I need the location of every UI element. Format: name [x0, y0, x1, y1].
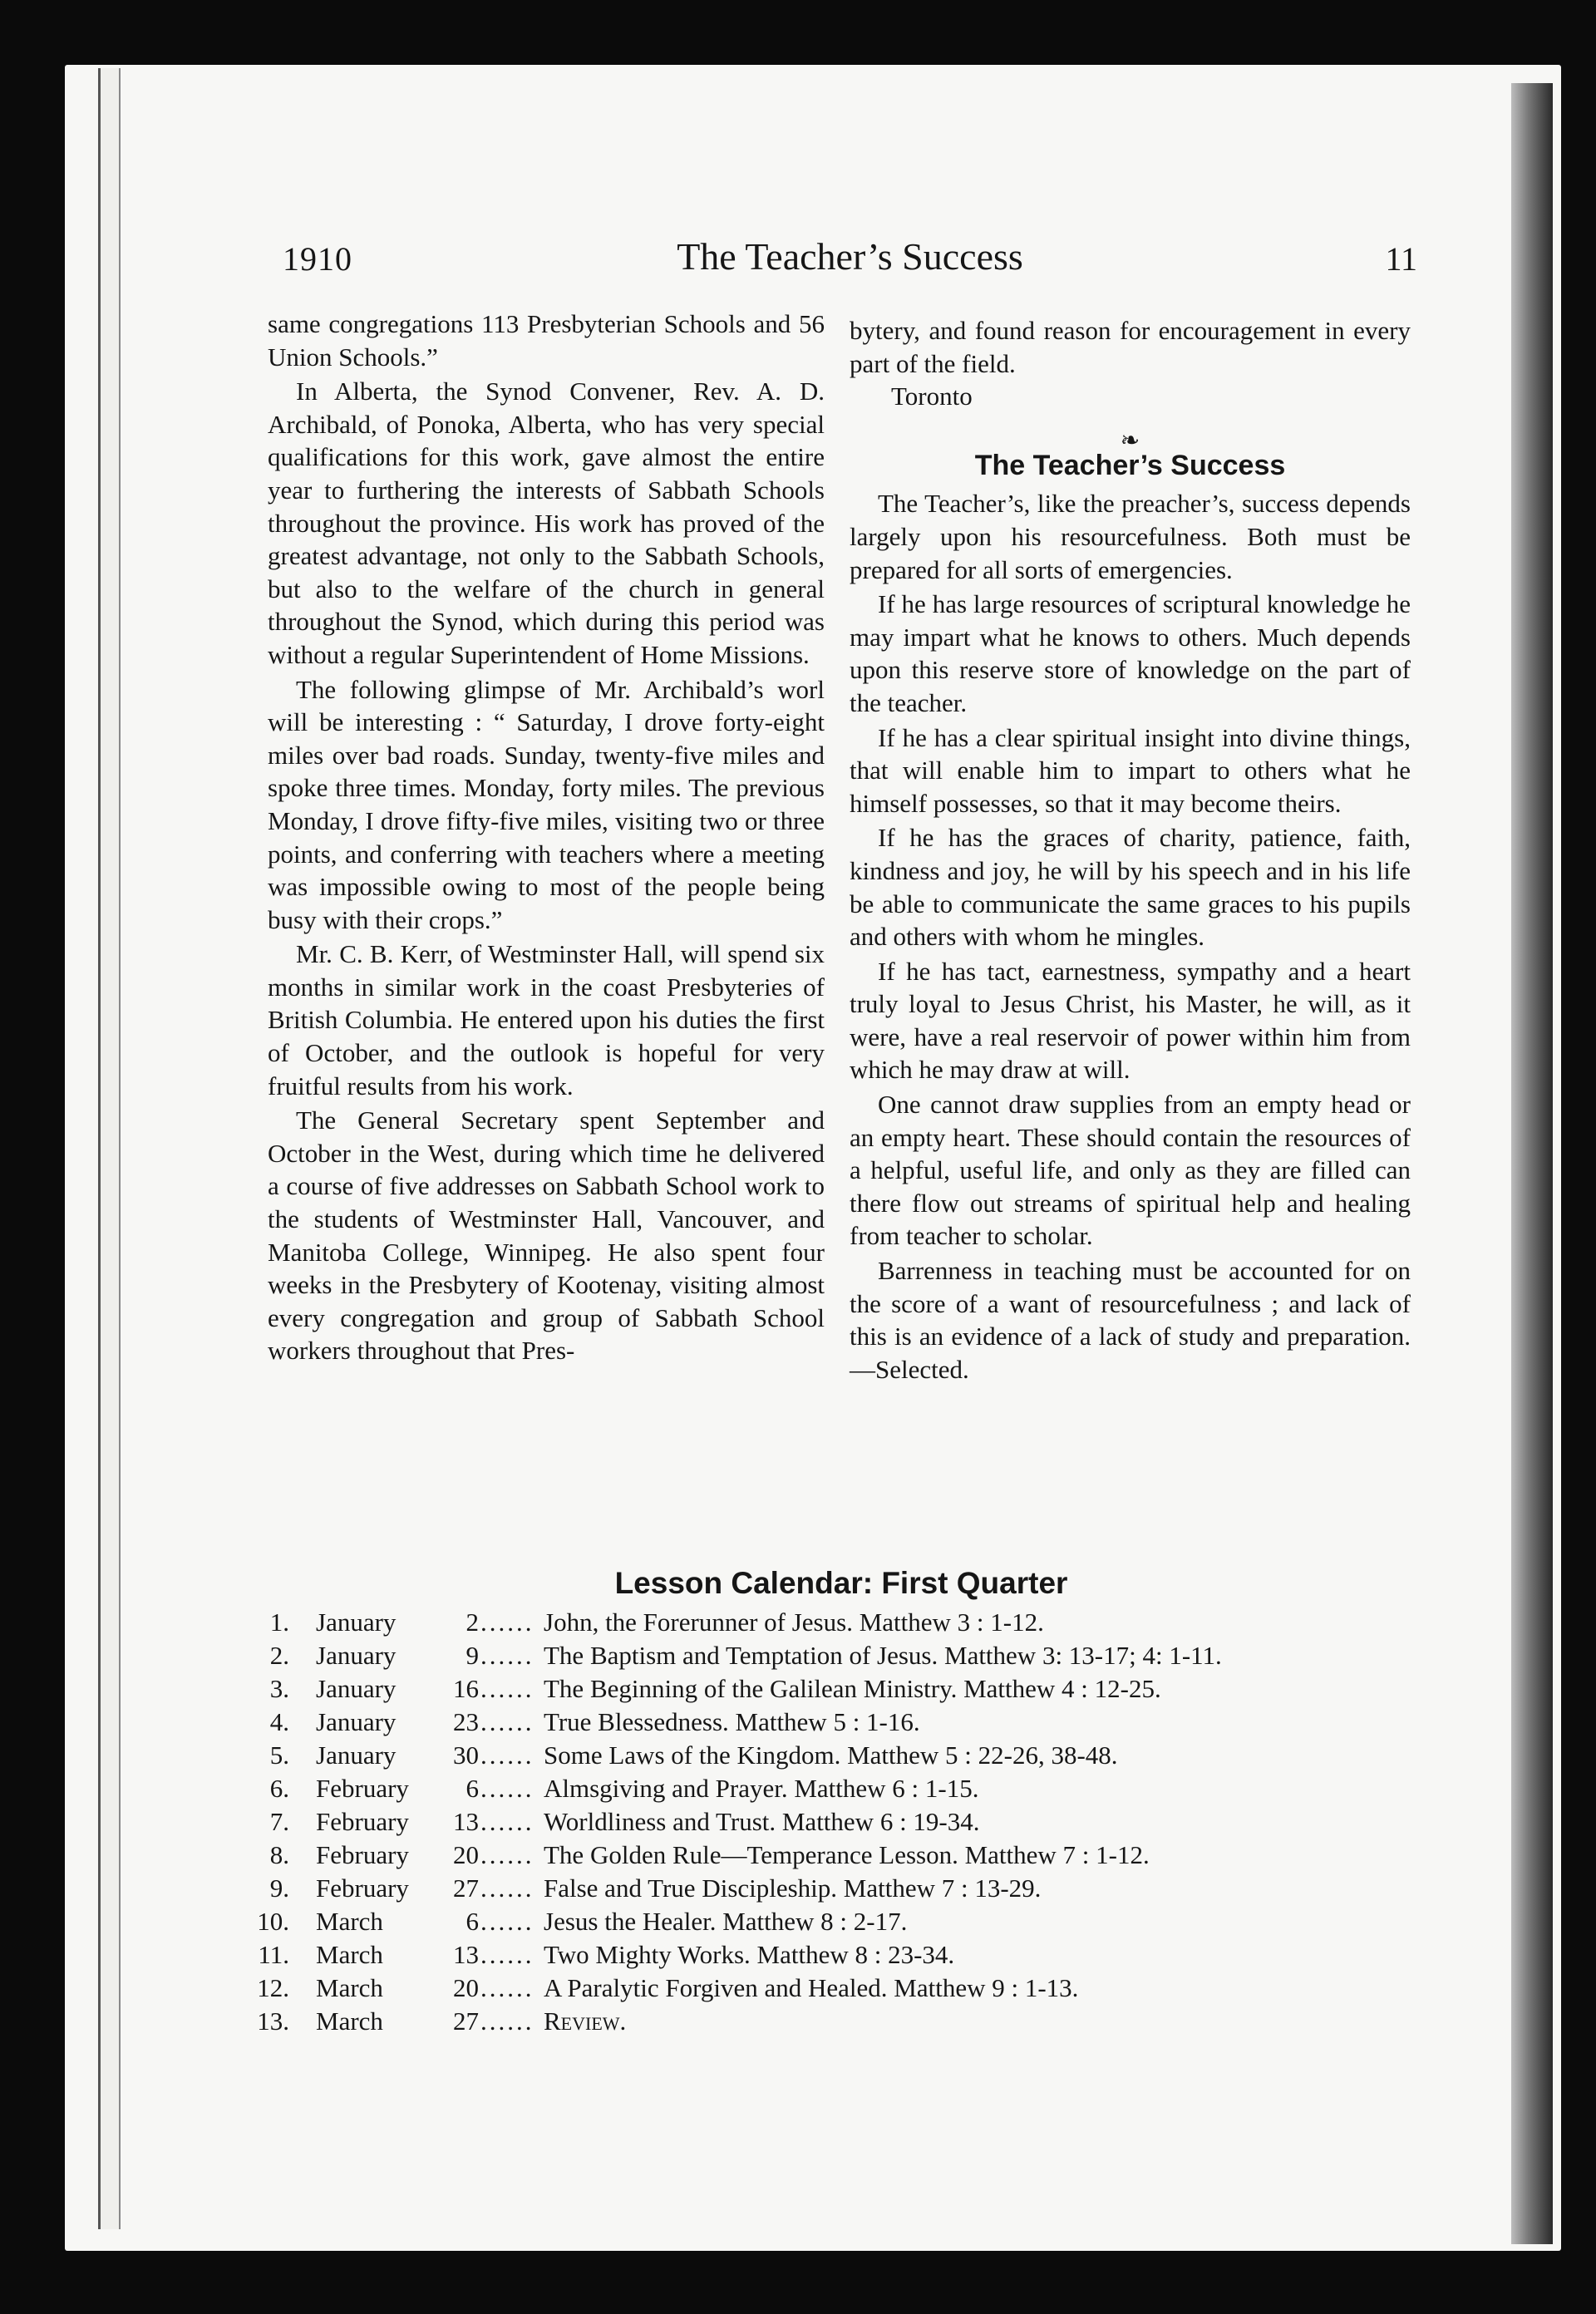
- lesson-row: [249, 1972, 1430, 2005]
- leader-dots: ......: [480, 1707, 534, 1736]
- lesson-day: 27: [453, 1873, 479, 1903]
- lesson-calendar-list: [249, 1606, 1430, 2038]
- lesson-number: 8.: [269, 1840, 289, 1869]
- lesson-number: 10.: [257, 1907, 289, 1936]
- leader-dots: ......: [480, 1840, 534, 1869]
- lesson-month: February: [316, 1807, 409, 1836]
- article-title: The Teacher’s Success: [974, 449, 1286, 481]
- lesson-number: 9.: [269, 1873, 289, 1903]
- lesson-title: Jesus the Healer. Matthew 8 : 2-17.: [544, 1907, 908, 1936]
- leader-dots: ......: [480, 1674, 534, 1703]
- lesson-number: 7.: [269, 1807, 289, 1836]
- lesson-month: January: [316, 1707, 397, 1736]
- lesson-day: 6: [466, 1907, 479, 1936]
- lesson-row: [249, 1739, 1430, 1772]
- lesson-day: 20: [453, 1973, 479, 2002]
- header-title: The Teacher’s Success: [677, 235, 1023, 278]
- leader-dots: ......: [480, 1873, 534, 1903]
- lesson-day: 20: [453, 1840, 479, 1869]
- lesson-row: [249, 1706, 1430, 1739]
- lesson-title: The Golden Rule—Temperance Lesson. Matthew 7 : 1-12.: [544, 1840, 1150, 1869]
- lesson-month: March: [316, 1973, 383, 2002]
- lesson-number: 11.: [258, 1940, 289, 1969]
- lesson-day: 6: [466, 1774, 479, 1803]
- paragraph-kerr: Mr. C. B. Kerr, of Westminster Hall, will spend six months in similar work in the coast Presbyteries of British Columbia. He entered upon his duties the first of October, and the outlook is hopeful for very fruitful results from his work.: [268, 939, 825, 1100]
- header-year: 1910: [283, 240, 352, 278]
- lesson-month: February: [316, 1873, 409, 1903]
- article-paragraph: If he has tact, earnestness, sympathy and a heart truly loyal to Jesus Christ, his Master, he will, as it were, have a real reservoir of power within him from which he may draw at will.: [850, 956, 1411, 1085]
- lesson-month: January: [316, 1674, 397, 1703]
- lesson-month: March: [316, 2006, 383, 2036]
- lesson-row: [249, 1839, 1430, 1872]
- lesson-calendar-title: Lesson Calendar: First Quarter: [614, 1566, 1068, 1600]
- lesson-number: 12.: [257, 1973, 289, 2002]
- right-column: [850, 314, 1411, 1386]
- lesson-row: [249, 2005, 1430, 2038]
- article-paragraph: If he has the graces of charity, patience, faith, kindness and joy, he will by his speech and in his life be able to communicate the same graces to his pupils and others with whom he mingles.: [850, 823, 1411, 952]
- page-number: 11: [1385, 240, 1417, 278]
- lesson-row: [249, 1639, 1430, 1672]
- lesson-number: 6.: [269, 1774, 289, 1803]
- article-paragraph: If he has a clear spiritual insight into divine things, that will enable him to impart to others what he himself possesses, so that it may become theirs.: [850, 722, 1411, 818]
- lesson-number: 4.: [269, 1707, 289, 1736]
- lesson-title: True Blessedness. Matthew 5 : 1-16.: [544, 1707, 920, 1736]
- lesson-title: Worldliness and Trust. Matthew 6 : 19-34.: [544, 1807, 980, 1836]
- lesson-month: January: [316, 1641, 397, 1670]
- leader-dots: ......: [480, 1973, 534, 2002]
- fleuron-ornament: ❧: [1120, 427, 1140, 454]
- lesson-row: [249, 1606, 1430, 1639]
- lesson-title: A Paralytic Forgiven and Healed. Matthew 9 : 1-13.: [544, 1973, 1079, 2002]
- lesson-day: 30: [453, 1740, 479, 1770]
- lesson-day: 2: [466, 1607, 479, 1637]
- paragraph-alberta: In Alberta, the Synod Convener, Rev. A. D. Archibald, of Ponoka, Alberta, who has very special qualifications for this work, gave almost the entire year to furthering the interests of Sabbath Schools throughout the province. His work has proved of the greatest advantage, not only to the Sabbath Schools, but also to the welfare of the church in general throughout the Synod, which during this period was without a regular Superintendent of Home Missions.: [268, 377, 825, 669]
- lesson-row: [249, 1938, 1430, 1972]
- lesson-row: [249, 1805, 1430, 1839]
- page-right-edge-shadow: [1511, 83, 1553, 2244]
- lesson-row: [249, 1872, 1430, 1905]
- running-head: [283, 234, 1417, 284]
- lesson-day: 27: [453, 2006, 479, 2036]
- lesson-title: Almsgiving and Prayer. Matthew 6 : 1-15.: [544, 1774, 979, 1803]
- lesson-month: March: [316, 1907, 383, 1936]
- paragraph-archibald-quote: The following glimpse of Mr. Archibald’s worl will be interesting : “ Saturday, I drove forty-eight miles over bad roads. Sunday, twenty-five miles and spoke three times. Monday, forty miles. The previous Monday, I drove fifty-five miles, visiting two or three points, and conferring with teachers where a meeting was impossible owing to most of the people being busy with their crops.”: [268, 674, 825, 934]
- leader-dots: ......: [480, 1940, 534, 1969]
- lesson-number: 3.: [269, 1674, 289, 1703]
- leader-dots: ......: [480, 1641, 534, 1670]
- leader-dots: ......: [480, 1907, 534, 1936]
- leader-dots: ......: [480, 1774, 534, 1803]
- lesson-month: January: [316, 1740, 397, 1770]
- place-signature: Toronto: [891, 382, 973, 411]
- lesson-month: February: [316, 1774, 409, 1803]
- lesson-day: 13: [453, 1807, 479, 1836]
- lesson-month: January: [316, 1607, 397, 1637]
- lesson-title: Two Mighty Works. Matthew 8 : 23-34.: [544, 1940, 955, 1969]
- lesson-title: John, the Forerunner of Jesus. Matthew 3 : 1-12.: [544, 1607, 1044, 1637]
- lesson-title: False and True Discipleship. Matthew 7 : 13-29.: [544, 1873, 1042, 1903]
- lesson-number: 13.: [257, 2006, 289, 2036]
- article-paragraph: One cannot draw supplies from an empty head or an empty heart. These should contain the resources of a helpful, useful life, and only as they are filled can there flow out streams of spiritual help and healing from teacher to scholar.: [850, 1090, 1411, 1251]
- lesson-row: [249, 1905, 1430, 1938]
- leader-dots: ......: [480, 1607, 534, 1637]
- lesson-day: 9: [466, 1641, 479, 1670]
- lesson-title: The Baptism and Temptation of Jesus. Matthew 3: 13-17; 4: 1-11.: [544, 1641, 1222, 1670]
- leader-dots: ......: [480, 1740, 534, 1770]
- page-binding-edge: [98, 68, 121, 2229]
- lesson-day: 13: [453, 1940, 479, 1969]
- leader-dots: ......: [480, 1807, 534, 1836]
- lesson-row: [249, 1772, 1430, 1805]
- article-paragraph: The Teacher’s, like the preacher’s, success depends largely upon his resourcefulness. Both must be prepared for all sorts of emergencies.: [850, 489, 1411, 584]
- lesson-number: 1.: [269, 1607, 289, 1637]
- lesson-number: 2.: [269, 1641, 289, 1670]
- article-paragraph: Barrenness in teaching must be accounted for on the score of a want of resourcefulness ; and lack of this is an evidence of a lack of study and preparation.—Selected.: [850, 1256, 1411, 1384]
- paragraph-general-secretary: The General Secretary spent September and October in the West, during which time he delivered a course of five addresses on Sabbath School work to the students of Westminster Hall, Vancouver, and Manitoba College, Winnipeg. He also spent four weeks in the Presbytery of Kootenay, visiting almost every congregation and group of Sabbath School workers throughout that Pres-: [268, 1105, 825, 1366]
- lesson-number: 5.: [269, 1740, 289, 1770]
- paragraph-continuation-right: bytery, and found reason for encouragement in every part of the field.: [850, 316, 1411, 378]
- left-column: [268, 308, 825, 1367]
- lesson-row: [249, 1672, 1430, 1706]
- lesson-title: Some Laws of the Kingdom. Matthew 5 : 22-26, 38-48.: [544, 1740, 1118, 1770]
- lesson-title: The Beginning of the Galilean Ministry. Matthew 4 : 12-25.: [544, 1674, 1161, 1703]
- article-paragraph: If he has large resources of scriptural knowledge he may impart what he knows to others. Much depends upon this reserve store of knowledge on the part of the teacher.: [850, 589, 1411, 717]
- lesson-day: 16: [453, 1674, 479, 1703]
- lesson-title-review: Review.: [544, 2006, 627, 2036]
- lesson-month: February: [316, 1840, 409, 1869]
- leader-dots: ......: [480, 2006, 534, 2036]
- paragraph-continuation: same congregations 113 Presbyterian Schools and 56 Union Schools.”: [268, 309, 825, 372]
- lesson-month: March: [316, 1940, 383, 1969]
- lesson-day: 23: [453, 1707, 479, 1736]
